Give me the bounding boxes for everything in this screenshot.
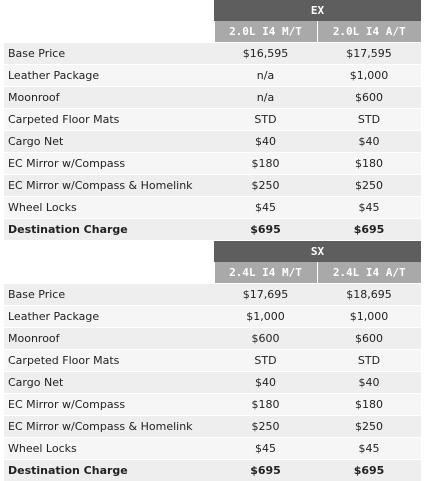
price-cell: $695 xyxy=(317,219,421,241)
row-label: Leather Package xyxy=(4,306,214,328)
table-row xyxy=(4,350,421,372)
price-cell: $250 xyxy=(317,416,421,438)
table-row xyxy=(4,328,421,350)
price-cell: $250 xyxy=(214,416,317,438)
price-cell: n/a xyxy=(214,87,317,109)
price-cell: $45 xyxy=(317,197,421,219)
row-label: Cargo Net xyxy=(4,131,214,153)
price-cell: STD xyxy=(214,109,317,131)
table-row xyxy=(4,438,421,460)
price-cell: $1,000 xyxy=(214,306,317,328)
table-row xyxy=(4,131,421,153)
table-row xyxy=(4,372,421,394)
price-cell: $180 xyxy=(214,153,317,175)
price-cell: $695 xyxy=(214,219,317,241)
row-label: Carpeted Floor Mats xyxy=(4,109,214,131)
price-cell: $40 xyxy=(214,372,317,394)
header-spacer xyxy=(4,241,214,262)
price-cell: $45 xyxy=(214,438,317,460)
row-label: Base Price xyxy=(4,43,214,65)
row-label: EC Mirror w/Compass xyxy=(4,153,214,175)
destination-charge-row xyxy=(4,219,421,241)
table-row xyxy=(4,306,421,328)
table-row xyxy=(4,43,421,65)
table-row xyxy=(4,65,421,87)
row-label: Moonroof xyxy=(4,328,214,350)
price-cell: $45 xyxy=(214,197,317,219)
price-cell: $40 xyxy=(317,372,421,394)
table-row xyxy=(4,109,421,131)
price-cell: $600 xyxy=(317,328,421,350)
ex-pricing-table xyxy=(4,0,421,240)
table-row xyxy=(4,394,421,416)
price-cell: $1,000 xyxy=(317,306,421,328)
row-label: EC Mirror w/Compass & Homelink xyxy=(4,175,214,197)
row-label: EC Mirror w/Compass xyxy=(4,394,214,416)
table-row xyxy=(4,153,421,175)
price-cell: $45 xyxy=(317,438,421,460)
row-label: Leather Package xyxy=(4,65,214,87)
table-row xyxy=(4,175,421,197)
price-cell: $600 xyxy=(214,328,317,350)
price-cell: $40 xyxy=(214,131,317,153)
table-row xyxy=(4,197,421,219)
price-cell: $40 xyxy=(317,131,421,153)
destination-charge-row xyxy=(4,460,421,481)
row-label: Destination Charge xyxy=(4,219,214,241)
row-label: Base Price xyxy=(4,284,214,306)
table-row xyxy=(4,284,421,306)
price-cell: $600 xyxy=(317,87,421,109)
trim-header: EX xyxy=(214,0,421,21)
row-label: Moonroof xyxy=(4,87,214,109)
row-label: Cargo Net xyxy=(4,372,214,394)
engine-header: 2.0L I4 M/T xyxy=(214,21,317,43)
price-cell: $17,695 xyxy=(214,284,317,306)
table-row xyxy=(4,87,421,109)
row-label: Wheel Locks xyxy=(4,438,214,460)
price-cell: $180 xyxy=(317,153,421,175)
header-spacer xyxy=(4,0,214,21)
row-label: Wheel Locks xyxy=(4,197,214,219)
price-cell: $695 xyxy=(317,460,421,481)
price-cell: STD xyxy=(214,350,317,372)
row-label: EC Mirror w/Compass & Homelink xyxy=(4,416,214,438)
header-spacer xyxy=(4,21,214,43)
price-cell: $250 xyxy=(214,175,317,197)
price-cell: $18,695 xyxy=(317,284,421,306)
price-cell: $180 xyxy=(214,394,317,416)
price-cell: $17,595 xyxy=(317,43,421,65)
engine-header: 2.4L I4 A/T xyxy=(317,262,421,284)
row-label: Destination Charge xyxy=(4,460,214,481)
price-cell: n/a xyxy=(214,65,317,87)
table-row xyxy=(4,416,421,438)
price-cell: $16,595 xyxy=(214,43,317,65)
price-cell: $1,000 xyxy=(317,65,421,87)
price-cell: STD xyxy=(317,350,421,372)
header-spacer xyxy=(4,262,214,284)
price-cell: STD xyxy=(317,109,421,131)
trim-header: SX xyxy=(214,241,421,262)
engine-header: 2.0L I4 A/T xyxy=(317,21,421,43)
engine-header: 2.4L I4 M/T xyxy=(214,262,317,284)
price-cell: $695 xyxy=(214,460,317,481)
row-label: Carpeted Floor Mats xyxy=(4,350,214,372)
sx-pricing-table xyxy=(4,241,421,481)
price-cell: $180 xyxy=(317,394,421,416)
price-cell: $250 xyxy=(317,175,421,197)
